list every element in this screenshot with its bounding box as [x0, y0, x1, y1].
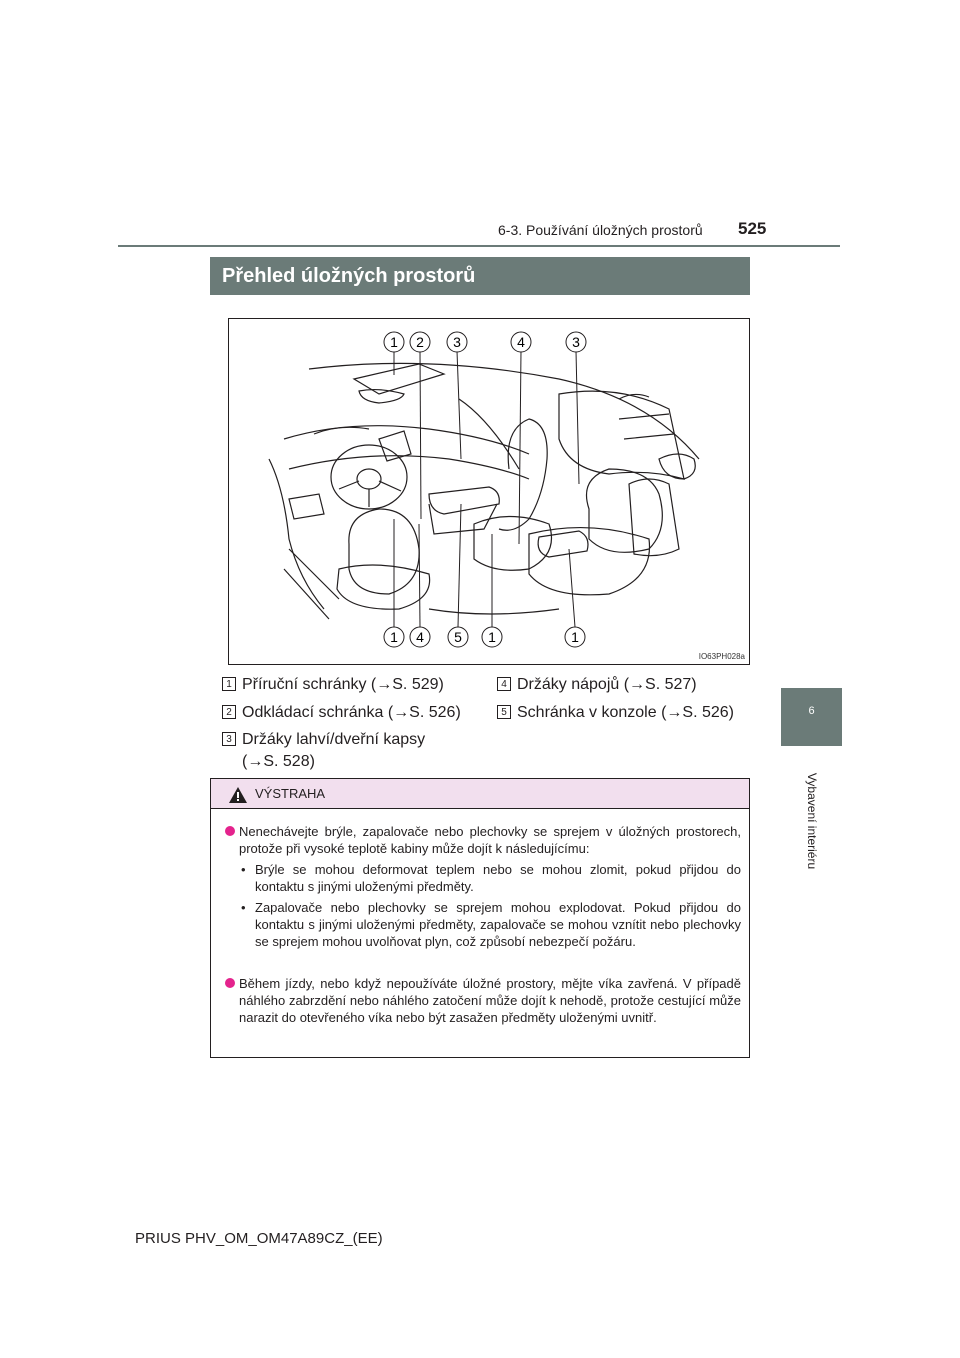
legend-text-4: Držáky nápojů (→S. 527)	[517, 676, 697, 693]
sub-marker-2: •	[241, 900, 246, 915]
warning-bullet-2-text: Během jízdy, nebo když nepoužíváte úložné prostory, mějte víka zavřená. V případě náhlého zabrzdění nebo náhlého zatočení může dojít k nehodě, protože cestující může narazit do otevřeného víka nebo být zasažen předměty uloženými uvnitř.	[239, 976, 741, 1025]
legend-num-3: 3	[222, 732, 236, 746]
warning-bullet-1-text: Nenechávejte brýle, zapalovače nebo plechovky se sprejem v úložných prostorech, protože při vysoké teplotě kabiny může dojít k následujícímu:	[239, 824, 741, 856]
callout-top-3-label: 3	[453, 334, 461, 350]
callout-top-3	[447, 332, 467, 352]
section-heading: 6-3. Používání úložných prostorů	[498, 222, 703, 238]
legend-text-5: Schránka v konzole (→S. 526)	[517, 704, 734, 721]
warning-triangle-icon	[229, 787, 247, 803]
legend-num-4: 4	[497, 677, 511, 691]
warning-box	[210, 778, 750, 1058]
warning-bullet-2	[225, 975, 741, 1026]
chapter-number: 6	[808, 705, 815, 717]
warning-sub-2	[241, 899, 741, 950]
callout-top-2	[410, 332, 430, 352]
legend-text-1: Příruční schránky (→S. 529)	[242, 676, 444, 693]
callout-bottom-4	[482, 627, 502, 647]
bullet-dot-icon	[225, 978, 235, 988]
callout-bottom-4-label: 1	[488, 629, 496, 645]
bullet-dot-icon	[225, 826, 235, 836]
callout-bottom-3-label: 5	[454, 629, 462, 645]
legend-text-2: Odkládací schránka (→S. 526)	[242, 704, 461, 721]
chapter-label	[781, 756, 842, 886]
callout-bottom-2-label: 4	[416, 629, 424, 645]
chapter-tab	[781, 688, 842, 746]
callout-top-5-label: 3	[572, 334, 580, 350]
callout-top-1	[384, 332, 404, 352]
footer-model-code: PRIUS PHV_OM_OM47A89CZ_(EE)	[135, 1230, 383, 1247]
warning-sub-2-text: Zapalovače nebo plechovky se sprejem mohou explodovat. Pokud přijdou do kontaktu s jinými uloženými předměty, zapalovače se mohou vznítit nebo plechovky se sprejem mohou uvolňovat plyn, což způsobí nebezpečí požáru.	[255, 900, 741, 949]
page-number: 525	[738, 219, 767, 238]
warning-sub-1	[241, 861, 741, 895]
chapter-title: Vybavení interiéru	[804, 772, 819, 870]
warning-bullet-1	[225, 823, 741, 857]
callout-top-1-label: 1	[390, 334, 398, 350]
callout-bottom-3	[448, 627, 468, 647]
header-rule	[118, 245, 840, 247]
sub-marker-1: •	[241, 862, 246, 877]
warning-label: VÝSTRAHA	[255, 786, 326, 801]
callout-bottom-2	[410, 627, 430, 647]
interior-figure	[228, 318, 750, 665]
warning-sub-1-text: Brýle se mohou deformovat teplem nebo se mohou zlomit, pokud přijdou do kontaktu s jinými uloženými předměty.	[255, 862, 741, 894]
warning-header	[211, 779, 749, 809]
car-interior-illustration	[229, 319, 749, 664]
page-title: Přehled úložných prostorů	[210, 257, 750, 295]
callout-top-5	[566, 332, 586, 352]
legend-text-3: Držáky lahví/dveřní kapsy	[242, 731, 426, 748]
callout-bottom-5-label: 1	[571, 629, 579, 645]
callout-bottom-1	[384, 627, 404, 647]
callout-top-2-label: 2	[416, 334, 424, 350]
legend-num-2: 2	[222, 705, 236, 719]
callout-bottom-1-label: 1	[390, 629, 398, 645]
callout-top-4-label: 4	[517, 334, 525, 350]
legend-num-5: 5	[497, 705, 511, 719]
legend-num-1: 1	[222, 677, 236, 691]
legend-text-3b: (→S. 528)	[242, 753, 315, 770]
callout-bottom-5	[565, 627, 585, 647]
callout-top-4	[511, 332, 531, 352]
figure-code: IO63PH028a	[698, 652, 745, 661]
